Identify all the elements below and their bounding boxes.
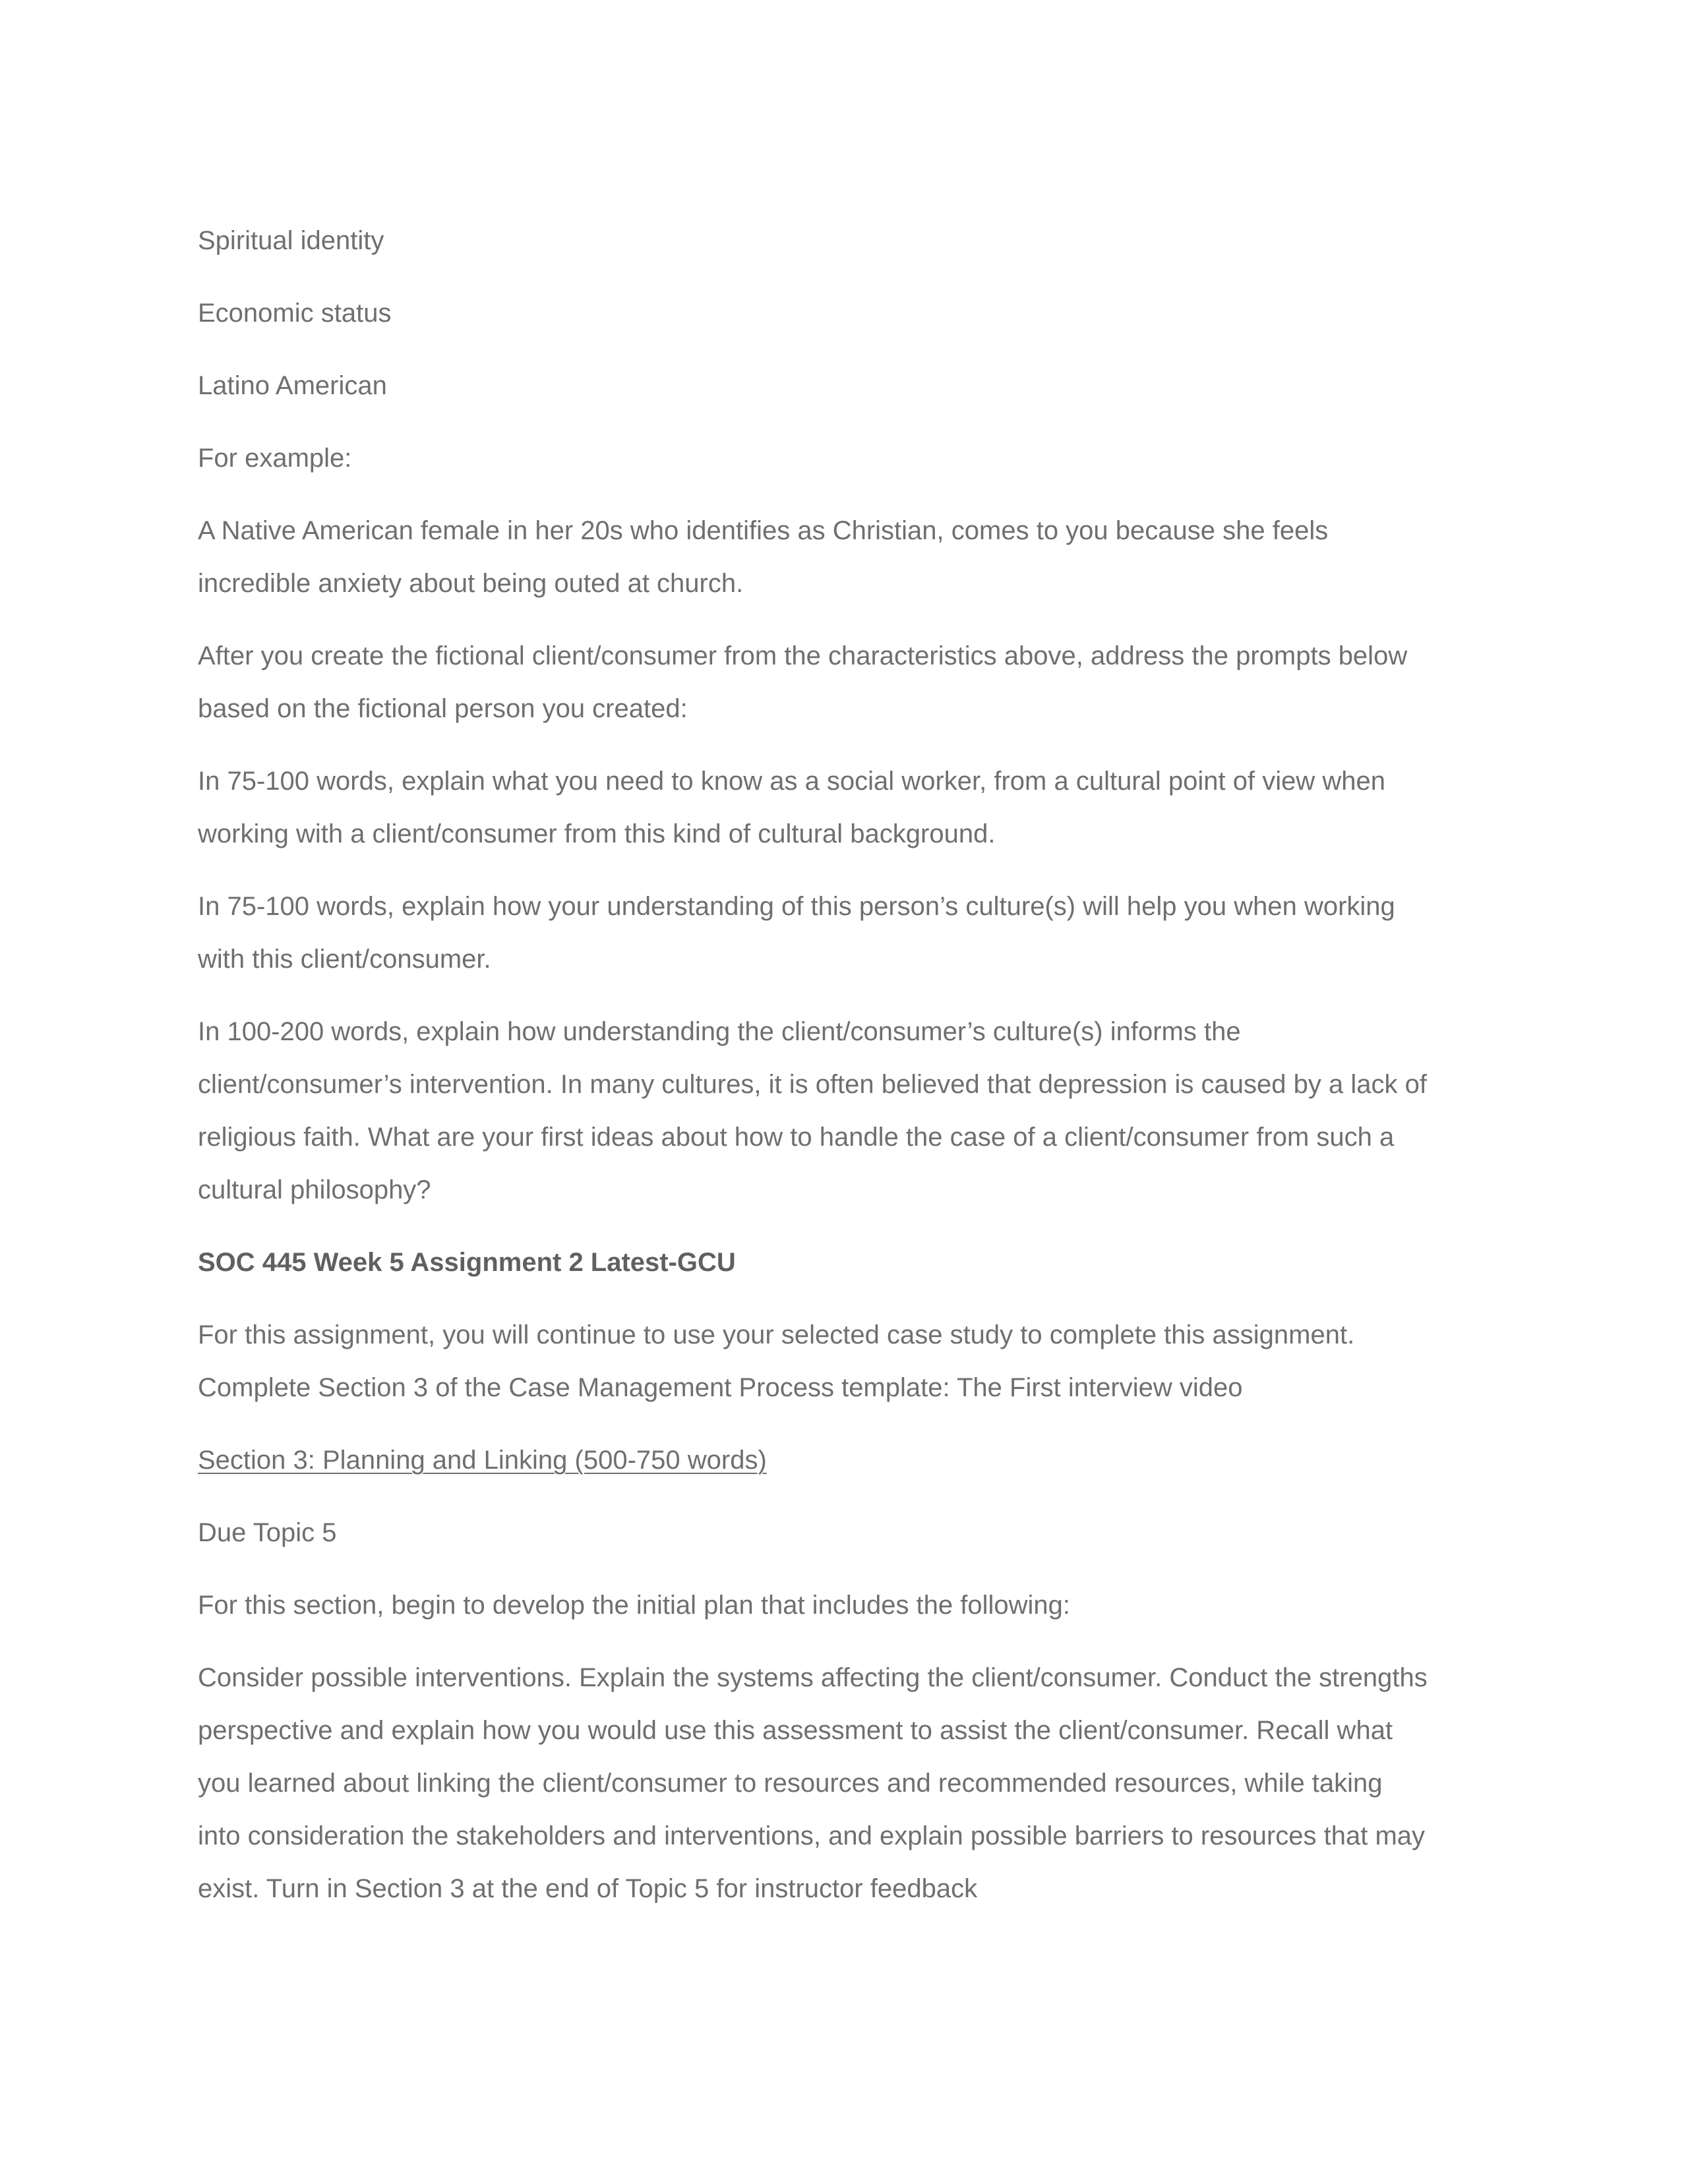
paragraph bbox=[198, 504, 1490, 610]
text-line: cultural philosophy? bbox=[198, 1175, 431, 1204]
paragraph bbox=[198, 755, 1490, 860]
paragraph bbox=[198, 359, 1490, 412]
text-line: you learned about linking the client/consumer to resources and recommended resources, while taking bbox=[198, 1769, 1383, 1798]
text-line: For this assignment, you will continue to use your selected case study to complete this assignment. bbox=[198, 1320, 1355, 1349]
text-line: incredible anxiety about being outed at church. bbox=[198, 569, 744, 598]
text-line: For example: bbox=[198, 444, 352, 473]
text-line: working with a client/consumer from this kind of cultural background. bbox=[198, 819, 996, 848]
text-line: Economic status bbox=[198, 299, 392, 328]
paragraph bbox=[198, 1506, 1490, 1559]
text-line: Complete Section 3 of the Case Management Process template: The First interview video bbox=[198, 1373, 1243, 1402]
paragraph bbox=[198, 1309, 1490, 1414]
section-heading bbox=[198, 1236, 1490, 1289]
text-line: based on the fictional person you created: bbox=[198, 694, 688, 723]
paragraph bbox=[198, 287, 1490, 339]
text-line: into consideration the stakeholders and interventions, and explain possible barriers to resources that may bbox=[198, 1821, 1426, 1850]
paragraph bbox=[198, 1005, 1490, 1216]
text-line: Spiritual identity bbox=[198, 226, 384, 255]
text-line: Section 3: Planning and Linking (500-750 words) bbox=[198, 1446, 767, 1475]
paragraph bbox=[198, 1651, 1490, 1915]
text-line: After you create the fictional client/consumer from the characteristics above, address the prompts below bbox=[198, 641, 1408, 670]
paragraph bbox=[198, 432, 1490, 485]
paragraph bbox=[198, 880, 1490, 986]
text-line: exist. Turn in Section 3 at the end of Topic 5 for instructor feedback bbox=[198, 1874, 978, 1903]
paragraph bbox=[198, 630, 1490, 735]
text-line: perspective and explain how you would use this assessment to assist the client/consumer. Recall what bbox=[198, 1716, 1393, 1745]
text-line: In 100-200 words, explain how understanding the client/consumer’s culture(s) informs the bbox=[198, 1017, 1241, 1046]
section-subheading bbox=[198, 1434, 1490, 1487]
text-line: In 75-100 words, explain what you need to know as a social worker, from a cultural point of view when bbox=[198, 767, 1385, 796]
text-line: In 75-100 words, explain how your understanding of this person’s culture(s) will help you when working bbox=[198, 892, 1395, 921]
text-line: with this client/consumer. bbox=[198, 945, 491, 974]
text-line: Latino American bbox=[198, 371, 387, 400]
text-line: Consider possible interventions. Explain the systems affecting the client/consumer. Conduct the strengths bbox=[198, 1663, 1428, 1692]
text-line: client/consumer’s intervention. In many cultures, it is often believed that depression is caused by a lack of bbox=[198, 1070, 1427, 1099]
text-line: Due Topic 5 bbox=[198, 1518, 337, 1547]
text-line: A Native American female in her 20s who identifies as Christian, comes to you because she feels bbox=[198, 516, 1329, 545]
text-line: For this section, begin to develop the initial plan that includes the following: bbox=[198, 1591, 1071, 1620]
text-line: SOC 445 Week 5 Assignment 2 Latest-GCU bbox=[198, 1248, 736, 1277]
document-body bbox=[198, 214, 1490, 1935]
paragraph bbox=[198, 1579, 1490, 1632]
text-line: religious faith. What are your first ideas about how to handle the case of a client/consumer from such a bbox=[198, 1123, 1395, 1152]
paragraph bbox=[198, 214, 1490, 267]
